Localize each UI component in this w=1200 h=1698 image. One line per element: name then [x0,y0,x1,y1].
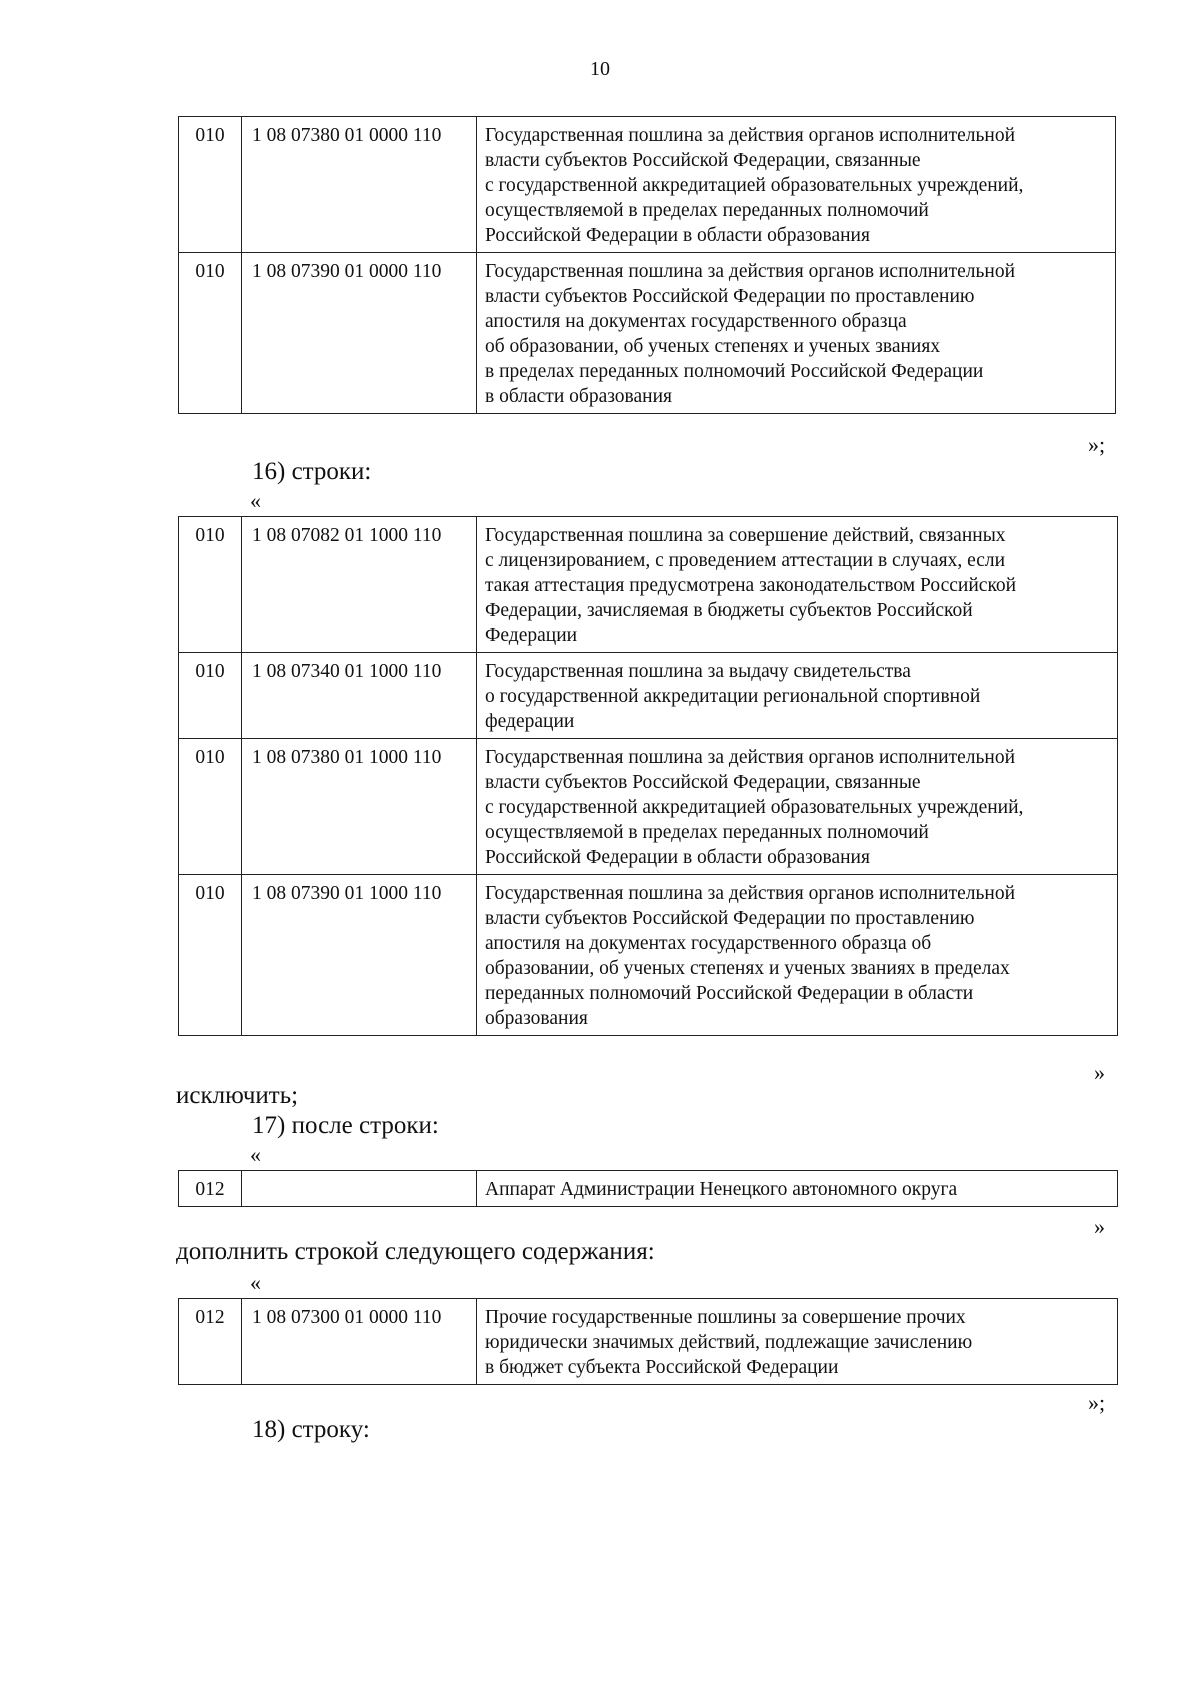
admin-code-cell: 012 [179,1171,242,1207]
description-line: с государственной аккредитацией образовательных учреждений, [485,797,1024,818]
closing-quote: »; [1088,1390,1106,1415]
description-line: осуществляемой в пределах переданных полномочий [485,822,929,843]
description-line: Федерации [485,625,578,646]
admin-code-cell: 010 [179,739,242,875]
description-cell [477,875,1118,1036]
exclude-text: исключить; [176,1082,299,1109]
description-line: Аппарат Администрации Ненецкого автономного округа [485,1179,958,1200]
table-1 [178,116,1116,414]
opening-quote: « [250,488,261,513]
kbk-code-cell: 1 08 07082 01 1000 110 [242,517,477,653]
kbk-code-cell [242,1171,477,1207]
kbk-code-cell: 1 08 07380 01 1000 110 [242,739,477,875]
description-cell [477,739,1118,875]
admin-code-cell: 010 [179,875,242,1036]
description-line: апостиля на документах государственного образца об [485,933,932,954]
description-cell [477,117,1116,253]
table-4 [178,1298,1118,1385]
admin-code-cell: 010 [179,653,242,739]
kbk-code-cell: 1 08 07340 01 1000 110 [242,653,477,739]
section-16-heading: 16) строки: [252,458,372,485]
description-line: Российской Федерации в области образования [485,225,870,246]
description-line: в бюджет субъекта Российской Федерации [485,1357,839,1378]
admin-code-cell: 012 [179,1299,242,1385]
description-line: власти субъектов Российской Федерации по проставлению [485,286,975,307]
description-line: Российской Федерации в области образования [485,847,870,868]
table-row [179,875,1118,1036]
description-cell [477,517,1118,653]
table-row [179,1299,1118,1385]
description-line: осуществляемой в пределах переданных полномочий [485,200,929,221]
page-number: 10 [590,58,610,80]
table-2 [178,516,1118,1036]
admin-code-cell: 010 [179,253,242,414]
table-row [179,117,1116,253]
description-line: Государственная пошлина за действия органов исполнительной [485,125,1016,146]
description-line: власти субъектов Российской Федерации, связанные [485,772,921,793]
description-line: Государственная пошлина за действия органов исполнительной [485,261,1016,282]
description-line: Государственная пошлина за совершение действий, связанных [485,525,1006,546]
description-line: власти субъектов Российской Федерации, связанные [485,150,921,171]
description-line: Государственная пошлина за выдачу свидетельства [485,661,911,682]
description-line: Прочие государственные пошлины за совершение прочих [485,1307,966,1328]
table-row [179,653,1118,739]
description-cell [477,653,1118,739]
description-line: власти субъектов Российской Федерации по проставлению [485,908,975,929]
description-line: с государственной аккредитацией образовательных учреждений, [485,175,1024,196]
description-line: в области образования [485,386,673,407]
description-line: такая аттестация предусмотрена законодательством Российской [485,575,1017,596]
description-cell [477,1299,1118,1385]
kbk-code-cell: 1 08 07300 01 0000 110 [242,1299,477,1385]
section-17-heading: 17) после строки: [252,1112,439,1139]
description-line: о государственной аккредитации региональной спортивной [485,686,981,707]
description-line: об образовании, об ученых степенях и ученых званиях [485,336,941,357]
description-line: образовании, об ученых степенях и ученых званиях в пределах [485,958,1010,979]
description-line: юридически значимых действий, подлежащие зачислению [485,1332,973,1353]
opening-quote: « [250,1270,261,1295]
description-line: с лицензированием, с проведением аттестации в случаях, если [485,550,1006,571]
description-line: Государственная пошлина за действия органов исполнительной [485,747,1016,768]
table-row [179,253,1116,414]
description-cell [477,253,1116,414]
closing-quote: »; [1088,432,1106,457]
kbk-code-cell: 1 08 07390 01 0000 110 [242,253,477,414]
description-cell [477,1171,1118,1207]
table-row [179,739,1118,875]
description-line: в пределах переданных полномочий Российской Федерации [485,361,984,382]
closing-quote: » [1094,1060,1105,1085]
table-row [179,517,1118,653]
kbk-code-cell: 1 08 07380 01 0000 110 [242,117,477,253]
table-row [179,1171,1118,1207]
kbk-code-cell: 1 08 07390 01 1000 110 [242,875,477,1036]
description-line: апостиля на документах государственного образца [485,311,907,332]
supplement-text: дополнить строкой следующего содержания: [176,1238,655,1265]
closing-quote: » [1094,1214,1105,1239]
admin-code-cell: 010 [179,517,242,653]
table-3 [178,1170,1118,1207]
description-line: федерации [485,711,575,732]
description-line: Федерации, зачисляемая в бюджеты субъектов Российской [485,600,973,621]
description-line: образования [485,1008,588,1029]
opening-quote: « [250,1142,261,1167]
description-line: Государственная пошлина за действия органов исполнительной [485,883,1016,904]
description-line: переданных полномочий Российской Федерации в области [485,983,974,1004]
admin-code-cell: 010 [179,117,242,253]
section-18-heading: 18) строку: [252,1416,370,1443]
